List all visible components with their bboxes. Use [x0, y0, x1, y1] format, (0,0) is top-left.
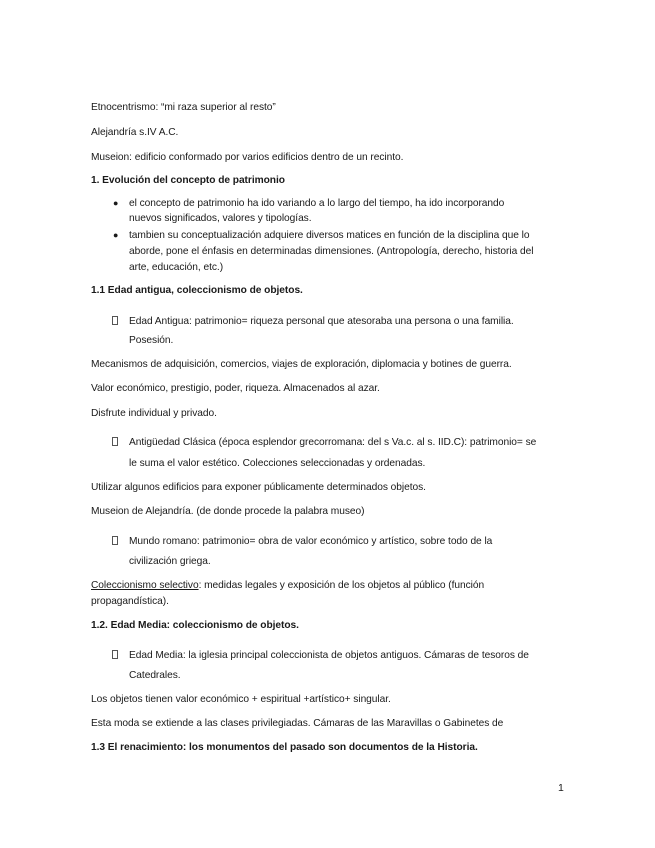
- text-line: Los objetos tienen valor económico + espiritual +artístico+ singular.: [91, 694, 391, 705]
- text-line: Utilizar algunos edificios para exponer públicamente determinados objetos.: [91, 482, 426, 493]
- text-line: Esta moda se extiende a las clases privilegiadas. Cámaras de las Maravillas o Gabinetes de: [91, 718, 504, 729]
- list-item-line: aborde, pone el énfasis en determinadas dimensiones. (Antropología, derecho, historia del: [129, 246, 534, 257]
- text-line: Museion: edificio conformado por varios edificios dentro de un recinto.: [91, 152, 404, 163]
- section-heading: 1.2. Edad Media: coleccionismo de objetos.: [91, 620, 299, 631]
- list-item-line: Edad Antigua: patrimonio= riqueza personal que atesoraba una persona o una familia.: [129, 316, 514, 327]
- list-item-line: el concepto de patrimonio ha ido variando a lo largo del tiempo, ha ido incorporando: [129, 198, 505, 209]
- bullet-icon: ●: [113, 198, 119, 208]
- section-heading: 1.3 El renacimiento: los monumentos del pasado son documentos de la Historia.: [91, 742, 478, 753]
- page-number: 1: [558, 782, 564, 794]
- list-item-line: Edad Media: la iglesia principal coleccionista de objetos antiguos. Cámaras de tesoros de: [129, 650, 529, 661]
- underlined-term: Coleccionismo selectivo: [91, 580, 199, 591]
- square-bullet-icon: [112, 536, 118, 545]
- text-line: Alejandría s.IV A.C.: [91, 127, 179, 138]
- text-run: : medidas legales y exposición de los objetos al público (función: [198, 580, 485, 591]
- list-item-line: le suma el valor estético. Colecciones seleccionadas y ordenadas.: [129, 458, 426, 469]
- list-item-line: Mundo romano: patrimonio= obra de valor económico y artístico, sobre todo de la: [129, 536, 493, 547]
- text-line: Valor económico, prestigio, poder, riqueza. Almacenados al azar.: [91, 383, 380, 394]
- text-line: Mecanismos de adquisición, comercios, viajes de exploración, diplomacia y botines de guerra.: [91, 359, 512, 370]
- square-bullet-icon: [112, 316, 118, 325]
- square-bullet-icon: [112, 650, 118, 659]
- list-item-line: arte, educación, etc.): [129, 262, 224, 273]
- list-item-line: Antigüedad Clásica (época esplendor grecorromana: del s Va.c. al s. IID.C): patrimonio= se: [129, 437, 537, 448]
- square-bullet-icon: [112, 437, 118, 446]
- section-heading: 1. Evolución del concepto de patrimonio: [91, 175, 285, 186]
- list-item-line: tambien su conceptualización adquiere diversos matices en función de la disciplina que lo: [129, 230, 530, 241]
- list-item-line: nuevos significados, valores y tipologías.: [129, 213, 312, 224]
- text-line: Etnocentrismo: “mi raza superior al resto”: [91, 102, 276, 113]
- list-item-line: civilización griega.: [129, 556, 211, 567]
- list-item-line: Catedrales.: [129, 670, 181, 681]
- list-item-line: Posesión.: [129, 335, 174, 346]
- bullet-icon: ●: [113, 230, 119, 240]
- text-line: Museion de Alejandría. (de donde procede la palabra museo): [91, 506, 365, 517]
- text-line: [91, 579, 484, 592]
- text-line: Disfrute individual y privado.: [91, 408, 217, 419]
- section-heading: 1.1 Edad antigua, coleccionismo de objetos.: [91, 285, 303, 296]
- text-line: propagandística).: [91, 596, 169, 607]
